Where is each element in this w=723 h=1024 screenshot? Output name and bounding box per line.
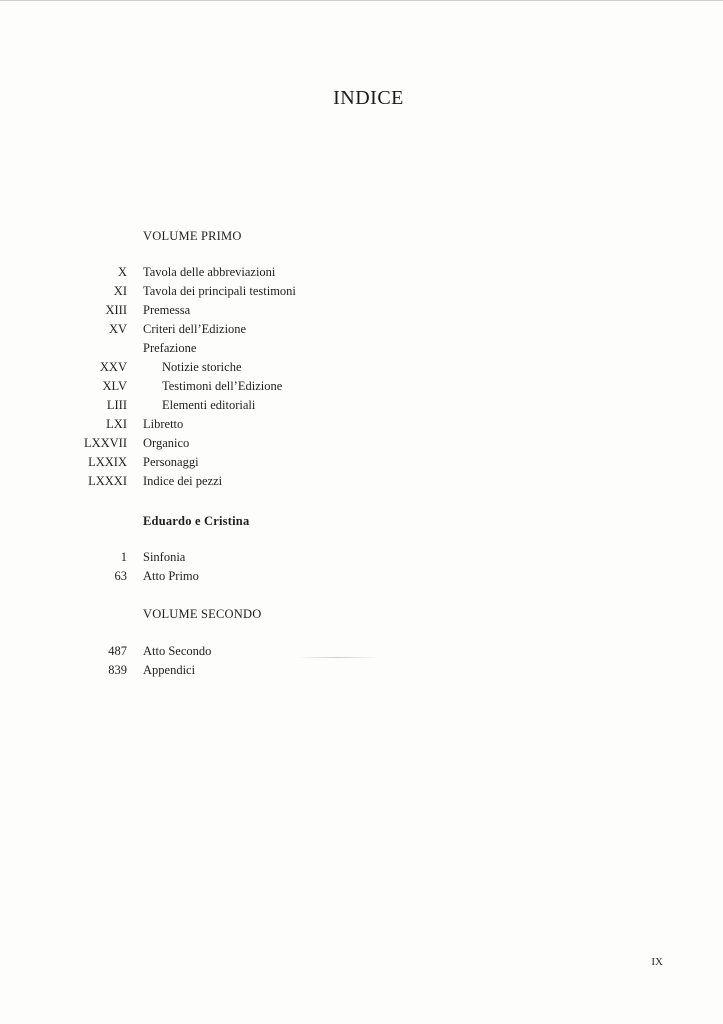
paper-smudge — [298, 657, 378, 658]
section-heading-volume-primo: VOLUME PRIMO — [143, 229, 242, 243]
toc-entry — [0, 434, 723, 453]
toc-page-number: 839 — [108, 663, 127, 677]
toc-page-number: XLV — [102, 379, 127, 393]
toc-entry — [0, 396, 723, 415]
toc-entry-label: Organico — [143, 436, 190, 450]
toc-page-number: XV — [108, 322, 127, 336]
toc-entry-label: Premessa — [143, 303, 191, 317]
toc-entry — [0, 377, 723, 396]
toc-entry-label: Sinfonia — [143, 550, 186, 564]
toc-page-number: X — [117, 265, 127, 279]
toc-entry — [0, 320, 723, 339]
toc-entry-label: Appendici — [143, 663, 196, 677]
toc-page-number: LXI — [106, 417, 127, 431]
toc-page-number: LIII — [106, 398, 127, 412]
toc-page-number: XIII — [105, 303, 127, 317]
toc-entry-label: Personaggi — [143, 455, 199, 469]
page-title: INDICE — [333, 87, 404, 109]
toc-entry-label: Criteri dell’Edizione — [143, 322, 247, 336]
section-heading-volume-secondo: VOLUME SECONDO — [143, 607, 262, 621]
toc-entry-label: Notizie storiche — [162, 360, 242, 374]
toc-entry — [0, 548, 723, 567]
toc-entry — [0, 642, 723, 661]
toc-entry-label: Tavola delle abbreviazioni — [143, 265, 276, 279]
toc-page-number: LXXXI — [88, 474, 127, 488]
toc-entry — [0, 263, 723, 282]
toc-entry-label: Tavola dei principali testimoni — [143, 284, 296, 298]
toc-entry-label: Atto Secondo — [143, 644, 212, 658]
toc-entry-label: Indice dei pezzi — [143, 474, 223, 488]
toc-page-number: LXXIX — [88, 455, 127, 469]
toc-entry-label: Prefazione — [143, 341, 197, 355]
toc-entry — [0, 339, 723, 358]
toc-entry-label: Testimoni dell’Edizione — [162, 379, 283, 393]
toc-entry-label: Atto Primo — [143, 569, 199, 583]
toc-entry — [0, 282, 723, 301]
toc-entry — [0, 453, 723, 472]
toc-entry-label: Libretto — [143, 417, 184, 431]
toc-entry — [0, 472, 723, 491]
toc-page-number: 1 — [120, 550, 127, 564]
toc-page-number: 487 — [108, 644, 127, 658]
toc-entry — [0, 415, 723, 434]
section-heading-work: Eduardo e Cristina — [143, 514, 250, 528]
toc-entry — [0, 661, 723, 680]
toc-entry — [0, 358, 723, 377]
toc-page-number: XI — [113, 284, 127, 298]
page-folio: IX — [651, 956, 663, 968]
toc-entry — [0, 567, 723, 586]
toc-entry — [0, 301, 723, 320]
toc-entry-label: Elementi editoriali — [162, 398, 256, 412]
toc-page-number: XXV — [99, 360, 127, 374]
toc-page-number: 63 — [114, 569, 127, 583]
toc-page-number: LXXVII — [83, 436, 127, 450]
